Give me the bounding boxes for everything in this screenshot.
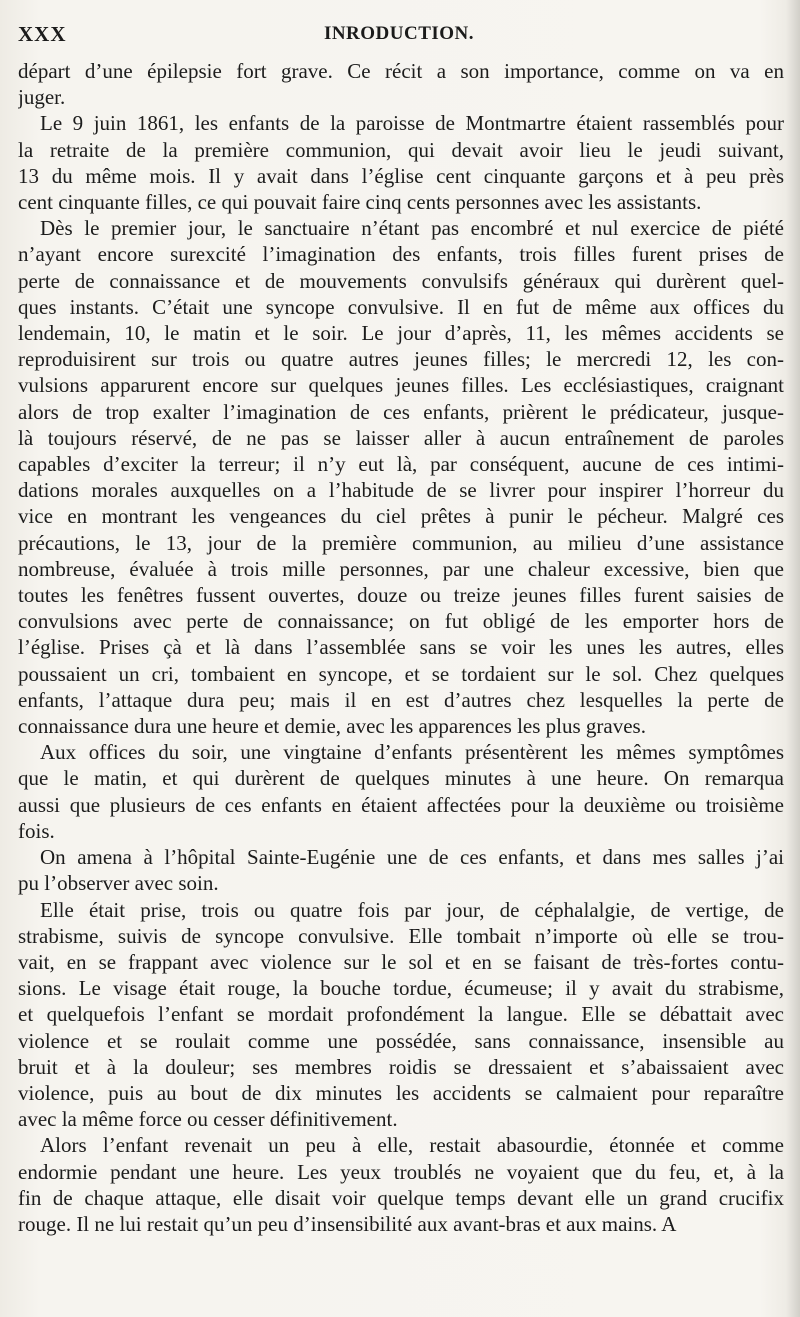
- text-line: avec la même force ou cesser définitivement.: [18, 1107, 398, 1132]
- text-line: perte de connaissance et de mouvements convulsifs généraux qui durèrent quel-: [18, 268, 784, 293]
- text-line: cent cinquante filles, ce qui pouvait faire cinq cents personnes avec les assistants.: [18, 190, 702, 215]
- text-line: Elle était prise, trois ou quatre fois par jour, de céphalalgie, de vertige, de: [40, 897, 784, 922]
- text-line: dations morales auxquelles on a l’habitude de se livrer pour inspirer l’horreur du: [18, 478, 784, 503]
- text-line: sions. Le visage était rouge, la bouche tordue, écumeuse; il y avait du strabisme,: [18, 976, 784, 1001]
- body-text: [18, 58, 784, 1237]
- text-line: juger.: [18, 85, 66, 110]
- text-line: fois.: [18, 818, 55, 843]
- text-line: connaissance dura une heure et demie, avec les apparences les plus graves.: [18, 714, 646, 739]
- page-edge-shadow: [786, 0, 800, 1317]
- text-line: strabisme, suivis de syncope convulsive. Elle tombait n’importe où elle se trou-: [18, 923, 784, 948]
- text-line: Dès le premier jour, le sanctuaire n’étant pas encombré et nul exercice de piété: [40, 216, 784, 241]
- paragraph: [18, 897, 784, 1133]
- page-header: [18, 22, 780, 58]
- text-line: l’église. Prises çà et là dans l’assemblée sans se voir les unes les autres, elles: [18, 635, 784, 660]
- text-line: départ d’une épilepsie fort grave. Ce récit a son importance, comme on va en: [18, 59, 784, 83]
- text-line: violence et se roulait comme une possédée, sans connaissance, insensible au: [18, 1028, 784, 1053]
- text-line: vait, en se frappant avec violence sur le sol et en se faisant de très-fortes contu-: [18, 949, 784, 974]
- text-line: capables d’exciter la terreur; il n’y eut là, par conséquent, aucune de ces intimi-: [18, 452, 784, 477]
- text-line: alors de trop exalter l’imagination de ces enfants, prièrent le prédicateur, jusque-: [18, 399, 784, 424]
- paragraph: [18, 58, 784, 110]
- paragraph: [18, 1132, 784, 1237]
- text-line: bruit et à la douleur; ses membres roidis se dressaient et s’abaissaient avec: [18, 1054, 784, 1079]
- text-line: endormie pendant une heure. Les yeux troublés ne voyaient que du feu, et, à la: [18, 1159, 784, 1184]
- text-line: poussaient un cri, tombaient en syncope, et se tordaient sur le sol. Chez quelques: [18, 661, 784, 686]
- text-line: que le matin, et qui durèrent de quelques minutes à une heure. On remarqua: [18, 766, 784, 791]
- text-line: précautions, le 13, jour de la première communion, au milieu d’une assistance: [18, 530, 784, 555]
- text-line: convulsions avec perte de connaissance; on fut obligé de les emporter hors de: [18, 609, 784, 634]
- text-line: aussi que plusieurs de ces enfants en étaient affectées pour la deuxième ou troisième: [18, 792, 784, 817]
- text-line: ques instants. C’était une syncope convulsive. Il en fut de même aux offices du: [18, 294, 784, 319]
- text-line: pu l’observer avec soin.: [18, 871, 219, 896]
- page-number: XXX: [18, 22, 67, 46]
- text-line: vice en montrant les vengeances du ciel prêtes à punir le pécheur. Malgré ces: [18, 504, 784, 529]
- text-line: toutes les fenêtres fussent ouvertes, douze ou treize jeunes filles furent saisies de: [18, 583, 784, 608]
- text-line: nombreuse, évaluée à trois mille personnes, par une chaleur excessive, bien que: [18, 556, 784, 581]
- text-line: là toujours réservé, de ne pas se laisser aller à aucun entraînement de paroles: [18, 425, 784, 450]
- text-line: Alors l’enfant revenait un peu à elle, restait abasourdie, étonnée et comme: [40, 1133, 784, 1158]
- text-line: Aux offices du soir, une vingtaine d’enfants présentèrent les mêmes symptômes: [40, 740, 784, 765]
- text-line: rouge. Il ne lui restait qu’un peu d’insensibilité aux avant-bras et aux mains. A: [18, 1211, 677, 1236]
- running-title: INRODUCTION.: [323, 23, 475, 44]
- text-line: On amena à l’hôpital Sainte-Eugénie une de ces enfants, et dans mes salles j’ai: [40, 845, 784, 870]
- text-line: et quelquefois l’enfant se mordait profondément la langue. Elle se débattait avec: [18, 1002, 784, 1027]
- text-line: lendemain, 10, le matin et le soir. Le jour d’après, 11, les mêmes accidents se: [18, 321, 784, 346]
- paragraph: [18, 739, 784, 844]
- text-line: Le 9 juin 1861, les enfants de la paroisse de Montmartre étaient rassemblés pour: [40, 111, 784, 136]
- text-line: 13 du même mois. Il y avait dans l’église cent cinquante garçons et à peu près: [18, 163, 784, 188]
- paragraph: [18, 215, 784, 739]
- text-line: vulsions apparurent encore sur quelques jeunes filles. Les ecclésiastiques, craignant: [18, 373, 784, 398]
- paragraph: [18, 110, 784, 215]
- paragraph: [18, 844, 784, 896]
- text-line: reproduisirent sur trois ou quatre autres jeunes filles; le mercredi 12, les con-: [18, 347, 784, 372]
- text-line: n’ayant encore surexcité l’imagination des enfants, trois filles furent prises de: [18, 242, 784, 267]
- text-line: violence, puis au bout de dix minutes les accidents se calmaient pour reparaître: [18, 1080, 784, 1105]
- text-line: fin de chaque attaque, elle disait voir quelque temps devant elle un grand crucifix: [18, 1185, 784, 1210]
- text-line: enfants, l’attaque dura peu; mais il en est d’autres chez lesquelles la perte de: [18, 687, 784, 712]
- text-line: la retraite de la première communion, qui devait avoir lieu le jeudi suivant,: [18, 137, 784, 162]
